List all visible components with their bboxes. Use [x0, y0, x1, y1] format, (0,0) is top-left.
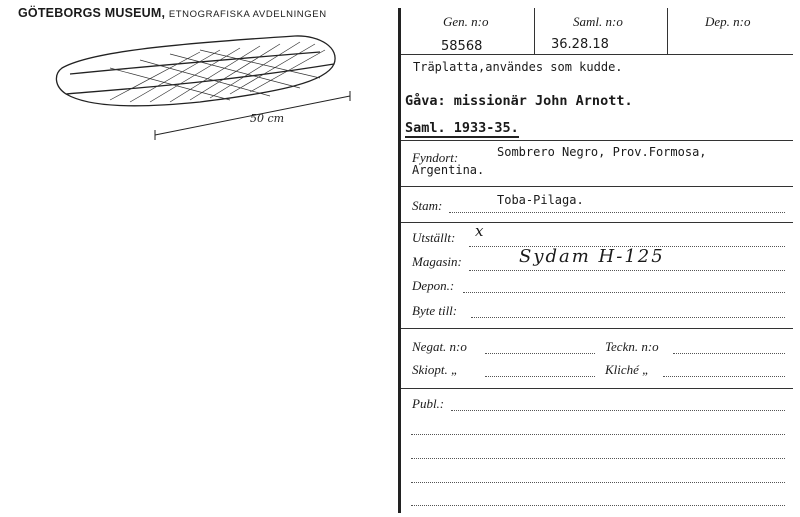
collection-line: Saml. 1933-35.	[405, 120, 519, 136]
saml-label: Saml. n:o	[573, 14, 623, 29]
department-name: ETNOGRAFISKA AVDELNINGEN	[168, 9, 327, 20]
fyndort-line2: Argentina.	[412, 163, 485, 177]
publ-label: Publ.:	[412, 396, 445, 411]
gen-number: 58568	[441, 39, 483, 54]
magasin-label: Magasin:	[412, 254, 462, 269]
negat-label: Negat. n:o	[412, 339, 467, 354]
saml-number: 36.28.18	[551, 37, 609, 52]
utstallt-label: Utställt:	[412, 230, 456, 245]
dep-label: Dep. n:o	[705, 14, 751, 29]
museum-name: GÖTEBORGS MUSEUM,	[18, 6, 166, 20]
kliche-label: Kliché „	[605, 362, 650, 377]
museum-header	[18, 6, 327, 20]
fyndort-line1: Sombrero Negro, Prov.Formosa,	[497, 145, 707, 159]
gift-line: Gåva: missionär John Arnott.	[405, 93, 633, 109]
utstallt-value: x	[475, 222, 486, 240]
object-sketch	[50, 30, 370, 145]
stam-value: Toba-Pilaga.	[497, 193, 584, 207]
stam-label: Stam:	[412, 198, 443, 213]
measure-label: 50 cm	[250, 112, 285, 125]
skiopt-label: Skiopt. „	[412, 362, 459, 377]
description: Träplatta,användes som kudde.	[413, 60, 623, 74]
catalog-card	[401, 8, 793, 513]
byte-label: Byte till:	[412, 303, 458, 318]
fyndort-label: Fyndort:	[412, 150, 459, 165]
gen-label: Gen. n:o	[443, 14, 489, 29]
depon-label: Depon.:	[412, 278, 455, 293]
magasin-value: Sydam H-125	[519, 246, 665, 267]
teckn-label: Teckn. n:o	[605, 339, 659, 354]
